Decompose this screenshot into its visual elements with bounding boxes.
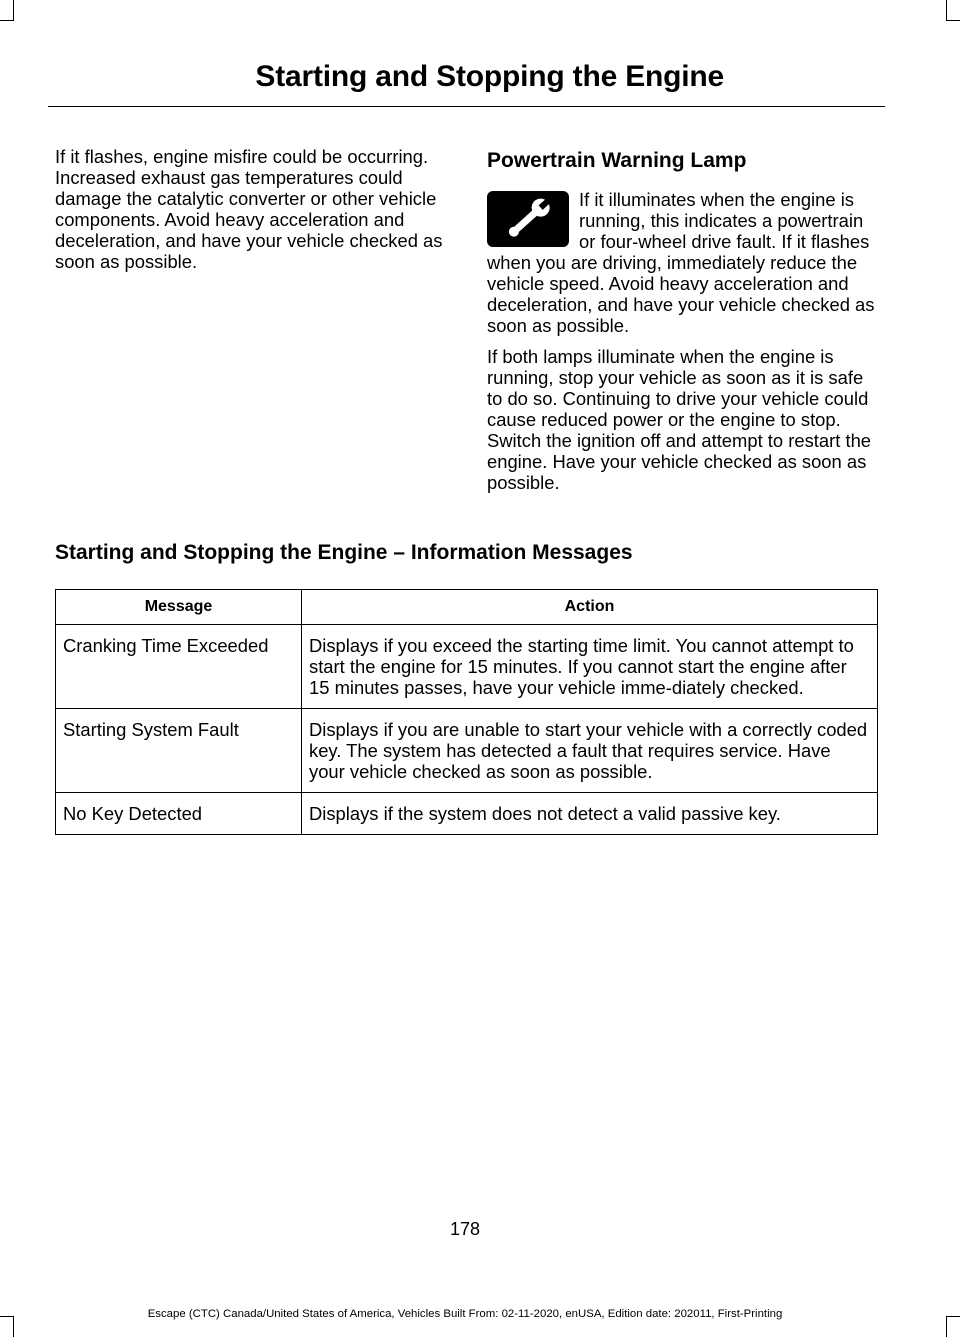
misfire-paragraph: If it flashes, engine misfire could be occurring. Increased exhaust gas temperatures could damage the catalytic converter or other vehicle components. Avoid heavy acceleration and deceleration, and have your vehicle checked as soon as possible. [55,146,443,272]
message-cell: No Key Detected [56,793,302,835]
table-header-row [56,590,878,625]
header-rule [48,106,885,107]
right-column [487,146,882,503]
left-column [55,146,450,282]
column-header-action: Action [302,590,878,625]
action-cell: Displays if the system does not detect a valid passive key. [302,793,878,835]
message-cell: Cranking Time Exceeded [56,625,302,709]
both-lamps-paragraph: If both lamps illuminate when the engine is running, stop your vehicle as soon as it is safe to do so. Continuing to drive your vehicle could cause reduced power or the engine to stop. Switch the ignition off and attempt to restart the engine. Have your vehicle checked as soon as possible. [487,346,872,493]
crop-mark [946,0,947,20]
action-cell: Displays if you are unable to start your vehicle with a correctly coded key. The system has detected a fault that requires service. Have your vehicle checked as soon as possible. [302,709,878,793]
table-row [56,625,878,709]
column-header-message: Message [56,590,302,625]
page-title: Starting and Stopping the Engine [255,60,724,93]
powertrain-heading: Powertrain Warning Lamp [487,149,747,172]
messages-table [55,589,878,835]
wrench-icon [487,191,569,247]
page-number: 178 [449,1219,481,1239]
table-row [56,793,878,835]
footer-edition-info: Escape (CTC) Canada/United States of America, Vehicles Built From: 02-11-2020, enUSA, Edition date: 202011, First-Printing [147,1308,783,1320]
crop-mark [13,1317,14,1337]
crop-mark [946,1317,947,1337]
crop-mark [946,1316,960,1317]
crop-mark [0,20,14,21]
messages-heading: Starting and Stopping the Engine – Information Messages [55,541,633,564]
crop-mark [946,20,960,21]
table-row [56,709,878,793]
action-cell: Displays if you exceed the starting time limit. You cannot attempt to start the engine for 15 minutes. If you cannot start the engine after 15 minutes passes, have your vehicle imme-diately checked. [302,625,878,709]
message-cell: Starting System Fault [56,709,302,793]
powertrain-paragraph: If it illuminates when the engine is running, this indicates a powertrain or four-wheel drive fault. If it flashes when you are driving, immediately reduce the vehicle speed. Avoid heavy acceleration and deceleration, and have your vehicle checked as soon as possible. [487,189,875,336]
crop-mark [13,0,14,20]
